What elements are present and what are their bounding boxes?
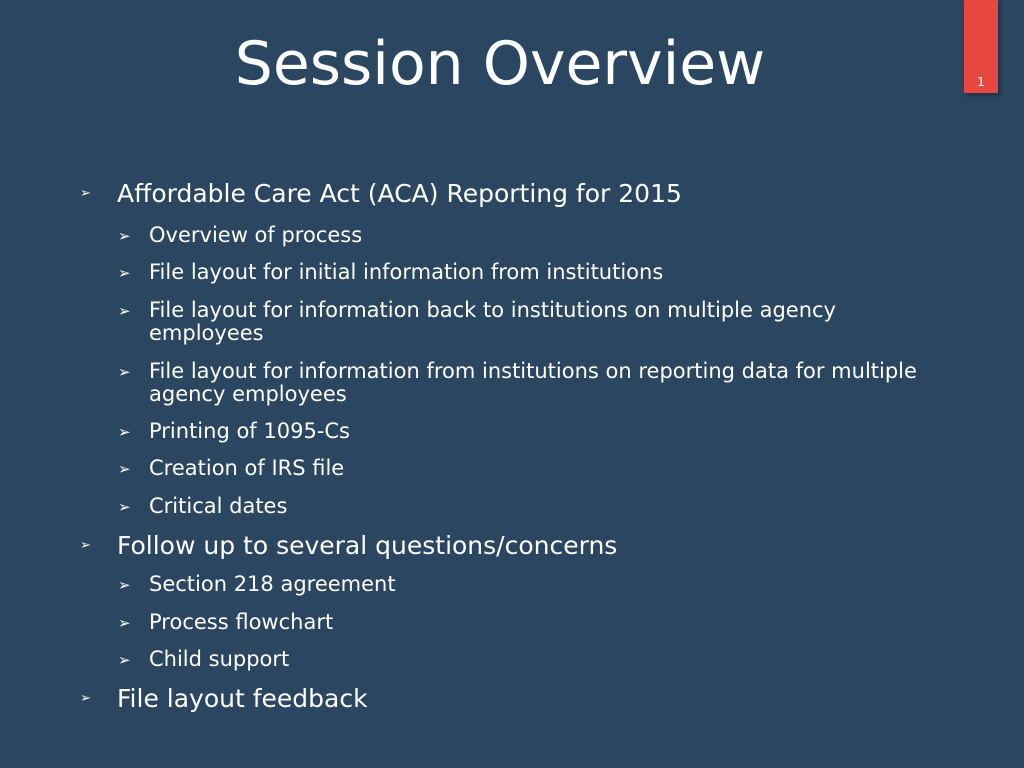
arrow-bullet-icon: ➢ bbox=[80, 186, 91, 201]
page-number: 1 bbox=[977, 75, 985, 89]
arrow-bullet-icon: ➢ bbox=[118, 227, 131, 245]
bullet-text: Follow up to several questions/concerns bbox=[117, 531, 618, 560]
bullet-text: Affordable Care Act (ACA) Reporting for 2015 bbox=[117, 179, 682, 208]
arrow-bullet-icon: ➢ bbox=[118, 460, 131, 478]
sub-bullet-text: Overview of process bbox=[149, 223, 363, 247]
sub-bullet-text: Creation of IRS file bbox=[149, 456, 345, 480]
sub-bullet-text: File layout for information from institutions on reporting data for multiple agency employees bbox=[149, 359, 917, 406]
sub-bullet-text: Printing of 1095-Cs bbox=[149, 419, 350, 443]
sub-bullet-text: File layout for information back to institutions on multiple agency employees bbox=[149, 298, 836, 345]
sub-bullet-text: Child support bbox=[149, 647, 290, 671]
arrow-bullet-icon: ➢ bbox=[118, 651, 131, 669]
sub-bullet-text: Critical dates bbox=[149, 494, 288, 518]
sub-bullet-text: Section 218 agreement bbox=[149, 572, 396, 596]
arrow-bullet-icon: ➢ bbox=[118, 614, 131, 632]
arrow-bullet-icon: ➢ bbox=[118, 302, 131, 320]
arrow-bullet-icon: ➢ bbox=[118, 423, 131, 441]
arrow-bullet-icon: ➢ bbox=[80, 691, 91, 706]
sub-bullet-text: File layout for initial information from institutions bbox=[149, 260, 664, 284]
arrow-bullet-icon: ➢ bbox=[80, 538, 91, 553]
slide-title: Session Overview bbox=[234, 29, 766, 99]
page-number-tab bbox=[964, 0, 998, 93]
arrow-bullet-icon: ➢ bbox=[118, 363, 131, 381]
bullet-text: File layout feedback bbox=[117, 684, 368, 713]
sub-bullet-text: Process flowchart bbox=[149, 610, 334, 634]
arrow-bullet-icon: ➢ bbox=[118, 576, 131, 594]
arrow-bullet-icon: ➢ bbox=[118, 498, 131, 516]
arrow-bullet-icon: ➢ bbox=[118, 264, 131, 282]
